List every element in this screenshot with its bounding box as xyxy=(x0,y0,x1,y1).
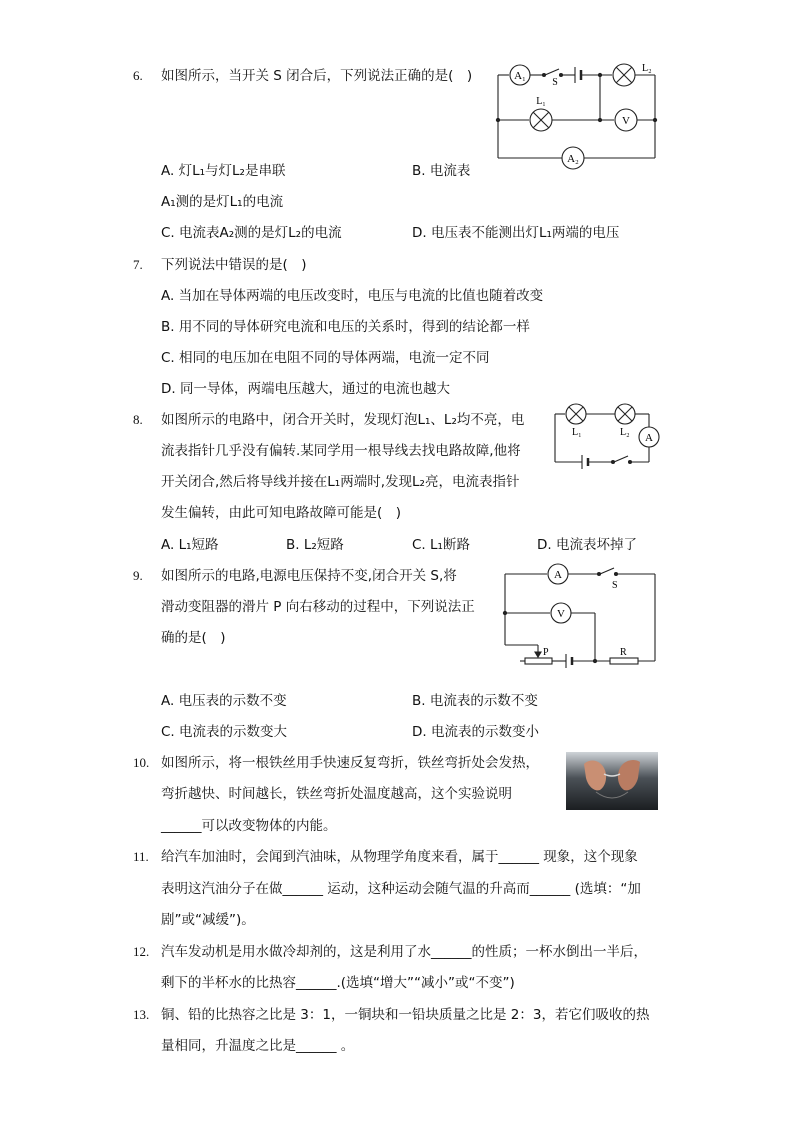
q7-number: 7. xyxy=(133,257,143,272)
q8-number: 8. xyxy=(133,412,143,427)
q9-s-label: S xyxy=(612,580,618,591)
q9-number: 9. xyxy=(133,568,143,583)
q6-l1-label: L₁ xyxy=(536,96,546,107)
q8-option-d: D. 电流表坏掉了 xyxy=(537,537,637,553)
q8-circuit-diagram xyxy=(550,400,665,470)
q6-l2-label: L₂ xyxy=(642,63,652,74)
q9-line-2: 滑动变阻器的滑片 P 向右移动的过程中，下列说法正 xyxy=(161,599,475,615)
q9-line-1: 如图所示的电路,电源电压保持不变,闭合开关 S,将 xyxy=(161,568,457,584)
q10-line-2: 弯折越快、时间越长，铁丝弯折处温度越高，这个实验说明 xyxy=(161,786,512,802)
q11-line-2: 表明这汽油分子在做______ 运动，这种运动会随气温的升高而______ (选填：“加 xyxy=(161,881,641,897)
q8-l1-label: L₁ xyxy=(572,427,582,438)
q7-option-c: C. 相同的电压加在电阻不同的导体两端，电流一定不同 xyxy=(161,350,490,366)
q10-bending-wire-photo xyxy=(566,752,658,810)
q9-a-label: A xyxy=(554,569,562,581)
q12-number: 12. xyxy=(133,944,150,959)
q9-r-label: R xyxy=(620,647,627,658)
q8-line-3: 开关闭合,然后将导线并接在L₁两端时,发现L₂亮，电流表指针 xyxy=(161,474,520,490)
q8-line-2: 流表指针几乎没有偏转.某同学用一根导线去找电路故障,他将 xyxy=(161,443,521,459)
q6-option-b-continued: A₁测的是灯L₁的电流 xyxy=(161,194,284,210)
q6-number: 6. xyxy=(133,68,143,83)
q7-option-b: B. 用不同的导体研究电流和电压的关系时，得到的结论都一样 xyxy=(161,319,530,335)
q8-a-label: A xyxy=(645,432,653,444)
q9-p-label: P xyxy=(543,647,549,658)
q13-line-2: 量相同，升温度之比是______ 。 xyxy=(161,1038,355,1054)
q8-line-4: 发生偏转，由此可知电路故障可能是( ) xyxy=(161,505,402,521)
q8-option-b: B. L₂短路 xyxy=(286,537,344,553)
q9-option-c: C. 电流表的示数变大 xyxy=(161,724,288,740)
q6-option-a: A. 灯L₁与灯L₂是串联 xyxy=(161,163,286,179)
q10-line-1: 如图所示，将一根铁丝用手快速反复弯折，铁丝弯折处会发热， xyxy=(161,755,539,771)
q10-line-3: ______可以改变物体的内能。 xyxy=(161,818,337,834)
q8-option-c: C. L₁断路 xyxy=(412,537,470,553)
q12-line-1: 汽车发动机是用水做冷却剂的，这是利用了水______的性质；一杯水倒出一半后， xyxy=(161,944,647,960)
q8-option-a: A. L₁短路 xyxy=(161,537,219,553)
q8-l2-label: L₂ xyxy=(620,427,630,438)
q9-line-3: 确的是( ) xyxy=(161,630,226,646)
q6-option-b: B. 电流表 xyxy=(412,163,471,179)
q6-option-c: C. 电流表A₂测的是灯L₂的电流 xyxy=(161,225,342,241)
q7-stem: 下列说法中错误的是( ) xyxy=(161,257,307,273)
q6-option-d: D. 电压表不能测出灯L₁两端的电压 xyxy=(412,225,620,241)
q13-line-1: 铜、铅的比热容之比是 3：1，一铜块和一铅块质量之比是 2：3，若它们吸收的热 xyxy=(161,1007,650,1023)
q9-option-d: D. 电流表的示数变小 xyxy=(412,724,539,740)
q12-line-2: 剩下的半杯水的比热容______.(选填“增大”“减小”或“不变”) xyxy=(161,975,515,991)
q7-option-a: A. 当加在导体两端的电压改变时，电压与电流的比值也随着改变 xyxy=(161,288,544,304)
q6-s-label: S xyxy=(552,77,558,88)
q9-option-a: A. 电压表的示数不变 xyxy=(161,693,287,709)
q9-v-label: V xyxy=(557,608,565,620)
q6-a1-label: A₁ xyxy=(514,70,526,82)
q6-circuit-diagram xyxy=(495,58,665,173)
q9-option-b: B. 电流表的示数不变 xyxy=(412,693,538,709)
q6-a2-label: A₂ xyxy=(567,153,579,165)
q6-stem: 如图所示，当开关 S 闭合后，下列说法正确的是( ) xyxy=(161,68,473,84)
q11-number: 11. xyxy=(133,849,149,864)
q7-option-d: D. 同一导体，两端电压越大，通过的电流也越大 xyxy=(161,381,450,397)
q13-number: 13. xyxy=(133,1007,150,1022)
q9-circuit-diagram xyxy=(500,560,660,670)
q11-line-3: 剧”或“减缓”)。 xyxy=(161,912,255,928)
q8-line-1: 如图所示的电路中，闭合开关时，发现灯泡L₁、L₂均不亮，电 xyxy=(161,412,525,428)
q6-v-label: V xyxy=(622,115,630,127)
q10-number: 10. xyxy=(133,755,150,770)
q11-line-1: 给汽车加油时，会闻到汽油味，从物理学角度来看，属于______ 现象，这个现象 xyxy=(161,849,638,865)
